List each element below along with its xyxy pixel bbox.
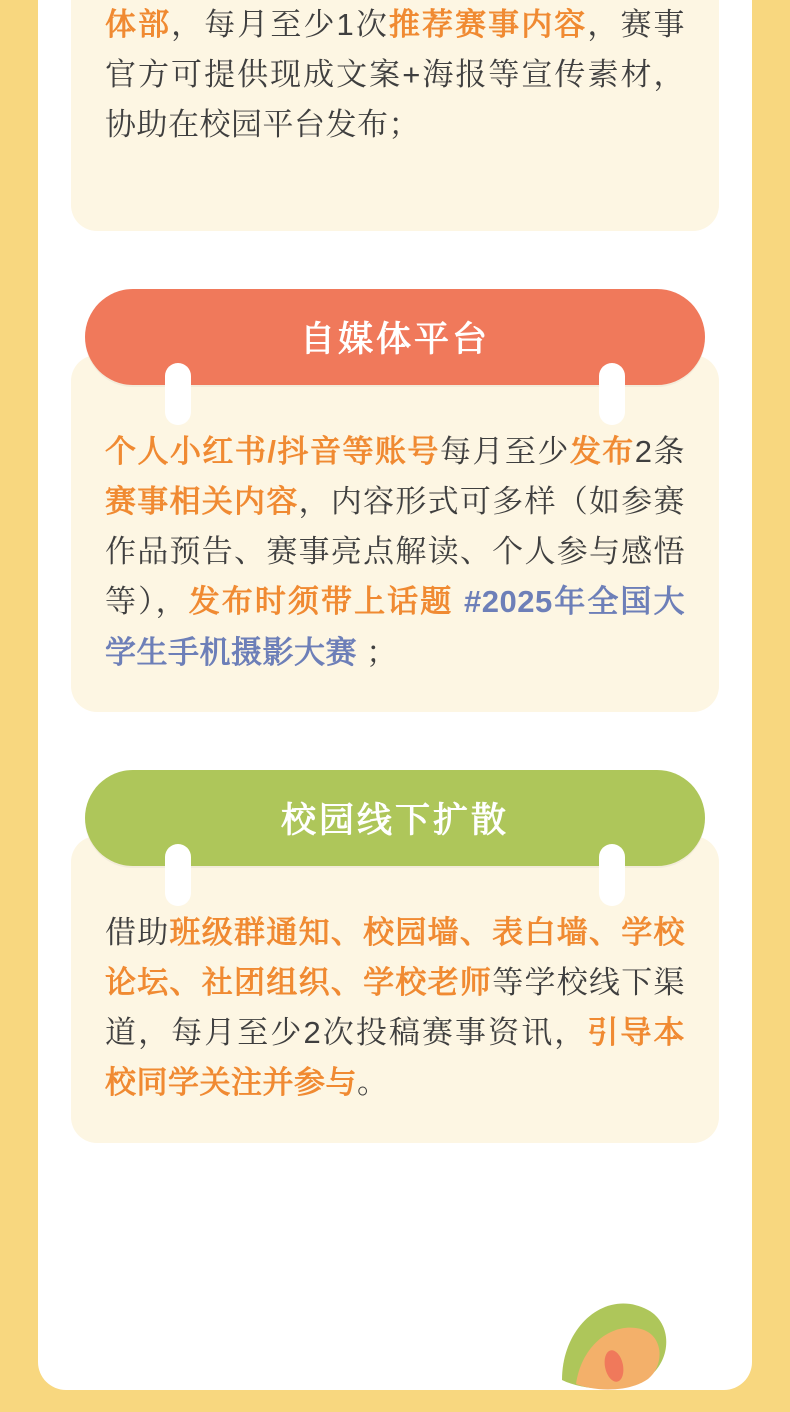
- header-leg-left: [165, 844, 191, 906]
- text-run: 个人小红书/抖音等账号: [105, 433, 440, 469]
- text-run-hashtag: #2025年全国大学生手机摄影大赛: [105, 584, 685, 670]
- text-run: 班级群通知、校园墙、表白墙、学校论坛、社团组织、学校老师: [105, 914, 686, 1000]
- text-run: 推荐赛事内容: [388, 7, 588, 42]
- text-run: ，内容形式可多样（如参赛作品预告、赛事亮点解读、个人参与感悟等），: [105, 483, 686, 620]
- text-run: ；: [357, 634, 398, 670]
- text-run: 等学校线下渠道，每月至少2次投稿赛事资讯，: [105, 964, 686, 1051]
- text-run: 赛事相关内容: [105, 483, 299, 519]
- text-run: ，赛事官方可提供现成文案+海报等宣传素材，协助在校园平台发布；: [105, 7, 686, 143]
- text-panel-partial: [71, 0, 719, 231]
- header-leg-right: [599, 844, 625, 906]
- panel-text-partial: [71, 0, 719, 185]
- header-leg-right: [599, 363, 625, 425]
- text-run: 借助: [105, 914, 170, 950]
- text-run: [453, 584, 464, 619]
- text-run: ，每月至少1次: [171, 7, 389, 42]
- poster-content: [38, 0, 752, 1390]
- header-leg-left: [165, 363, 191, 425]
- section-header-label: 校园线下扩散: [280, 800, 509, 840]
- section-header-label: 自媒体平台: [299, 319, 490, 359]
- text-run: 发布: [569, 433, 635, 469]
- panel-text-campus-offline: [71, 890, 719, 1143]
- text-run: 每月至少: [439, 433, 570, 469]
- text-run: 体部: [105, 7, 172, 42]
- section-campus-offline: [38, 770, 752, 1143]
- text-run: 引导本校同学关注并参与: [105, 1015, 685, 1101]
- text-run: 发布时须带上话题: [188, 584, 454, 620]
- text-run: 2条: [634, 433, 686, 469]
- text-run: 。: [357, 1065, 389, 1101]
- section-self-media: [38, 289, 752, 712]
- panel-text-self-media: [71, 409, 719, 712]
